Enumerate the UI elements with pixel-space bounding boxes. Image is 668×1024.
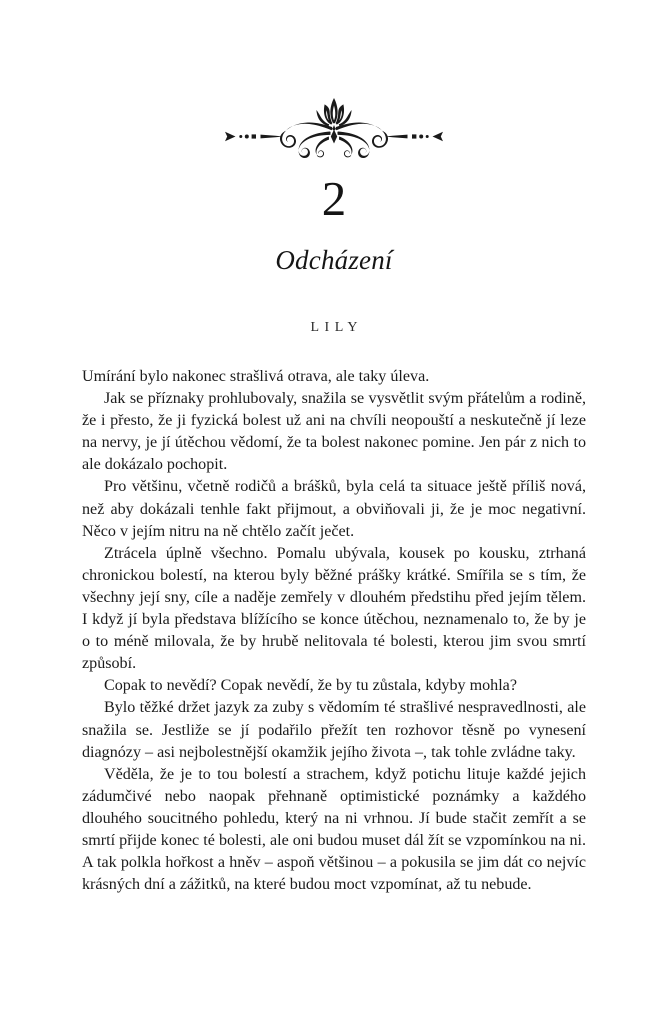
body-paragraph: Bylo těžké držet jazyk za zuby s vědomím té strašlivé nespravedlnosti, ale snažila se. Jestliže se jí podařilo přežít ten rozhovor těsně po vynesení diagnózy – asi nejbolestnější okamžik jejího života –, tak tohle zvládne taky. [82, 699, 586, 761]
lotus-flourish-divider-icon [194, 96, 474, 158]
body-paragraph: Jak se příznaky prohlubovaly, snažila se vysvětlit svým přátelům a rodině, že i přesto, že ji fyzická bolest už ani na chvíli neopouští a neskutečně jí leze na nervy, je jí útěchou vědomí, že ta bolest nakonec pomine. Jen pár z nich to ale dokázalo pochopit. [82, 390, 586, 474]
body-paragraph: Copak to nevědí? Copak nevědí, že by tu zůstala, kdyby mohla? [104, 677, 517, 695]
chapter-ornament [0, 96, 668, 158]
body-paragraph: Ztrácela úplně všechno. Pomalu ubývala, kousek po kousku, ztrhaná chronickou bolestí, na kterou byly běžné prášky krátké. Smířila se s tím, že všechny její sny, cíle a naděje zemřely v dlouhém předstihu před jejím tělem. I když jí byla představa blížícího se konce útěchou, neznamenalo to, že by je o to méně milovala, že by hrubě nelitovala té bolesti, kterou jim svou smrtí způsobí. [82, 544, 586, 673]
chapter-number: 2 [321, 171, 347, 226]
body-paragraph: Pro většinu, včetně rodičů a brášků, byla celá ta situace ještě příliš nová, než aby dokázali tenhle fakt přijmout, a obviňovali ji, že je moc negativní. Něco v jejím nitru na ně chtělo začít ječet. [82, 478, 586, 540]
pov-heading: LILY [310, 320, 363, 335]
chapter-title: Odcházení [275, 245, 393, 275]
body-paragraph: Věděla, že je to tou bolestí a strachem, když potichu lituje každé jejich zádumčivé nebo naopak přehnaně optimistické poznámky a každého dlouhého soucitného pohledu, který na ni vrhnou. Jí bude stačit zemřít a se smrtí přijde konec té bolesti, ale oni budou muset dál žít se vzpomínkou na ni. A tak polkla hořkost a hněv – aspoň většinou – a pokusila se jim dát co nejvíc krásných dní a zážitků, na které budou moct vzpomínat, až tu nebude. [82, 765, 586, 894]
body-paragraph: Umírání bylo nakonec strašlivá otrava, ale taky úleva. [82, 368, 430, 385]
chapter-body [82, 366, 586, 896]
